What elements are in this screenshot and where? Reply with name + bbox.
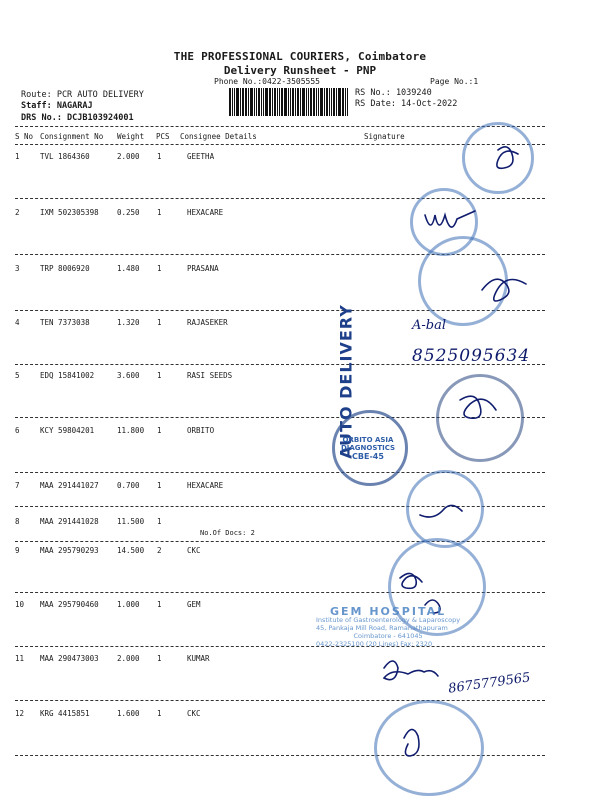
company-title: THE PROFESSIONAL COURIERS, Coimbatore bbox=[173, 50, 427, 63]
row-2-weight: 0.250 bbox=[117, 208, 140, 217]
signature-11 bbox=[384, 661, 438, 680]
row-7-sno: 7 bbox=[15, 481, 20, 490]
row-10-consignment: MAA 295790460 bbox=[40, 600, 99, 609]
handwritten-initials: A-bal bbox=[412, 318, 447, 333]
row-3-consignment: TRP 8006920 bbox=[40, 264, 90, 273]
hospital-line-3: Coimbatore - 641045 bbox=[353, 632, 423, 640]
row-7-weight: 0.700 bbox=[117, 481, 140, 490]
staff-label: Staff: NAGARAJ bbox=[21, 101, 93, 111]
auto-delivery-stamp: AUTO DELIVERY bbox=[336, 304, 356, 459]
col-weight: Weight bbox=[117, 132, 145, 141]
row-12-consignee: CKC bbox=[187, 709, 201, 718]
row-8-pcs: 1 bbox=[157, 517, 162, 526]
runsheet-title: Delivery Runsheet - PNP bbox=[223, 64, 377, 77]
hospital-stamp bbox=[316, 605, 461, 648]
col-sno: S No bbox=[15, 132, 34, 141]
page-number: Page No.:1 bbox=[430, 77, 479, 86]
row-11-weight: 2.000 bbox=[117, 654, 140, 663]
row-6-consignment: KCY 59804201 bbox=[40, 426, 95, 435]
signature-9 bbox=[400, 573, 422, 588]
row-11-pcs: 1 bbox=[157, 654, 162, 663]
row-5-sno: 5 bbox=[15, 371, 20, 380]
phone-number: Phone No.:0422-3505555 bbox=[214, 77, 320, 86]
row-3-weight: 1.480 bbox=[117, 264, 140, 273]
row-9-consignment: MAA 295790293 bbox=[40, 546, 99, 555]
no-of-docs: No.Of Docs: 2 bbox=[200, 529, 255, 537]
row-8-consignment: MAA 291441028 bbox=[40, 517, 99, 526]
signature-8 bbox=[420, 505, 462, 517]
row-11-consignment: MAA 290473003 bbox=[40, 654, 99, 663]
row-9-sno: 9 bbox=[15, 546, 20, 555]
row-4-consignment: TEN 7373038 bbox=[40, 318, 90, 327]
col-signature: Signature bbox=[364, 132, 405, 141]
rs-date: RS Date: 14-Oct-2022 bbox=[355, 99, 458, 109]
row-4-consignee: RAJASEKER bbox=[187, 318, 228, 327]
row-12-pcs: 1 bbox=[157, 709, 162, 718]
row-5-pcs: 1 bbox=[157, 371, 162, 380]
row-4-pcs: 1 bbox=[157, 318, 162, 327]
col-consignment: Consignment No bbox=[40, 132, 104, 141]
signature-1 bbox=[497, 147, 518, 169]
row-9-pcs: 2 bbox=[157, 546, 162, 555]
hospital-line-1: Institute of Gastroenterology & Laparoscopy bbox=[316, 616, 461, 624]
row-3-pcs: 1 bbox=[157, 264, 162, 273]
row-6-weight: 11.800 bbox=[117, 426, 145, 435]
row-12-consignment: KRG 4415851 bbox=[40, 709, 90, 718]
hospital-name: GEM HOSPITAL bbox=[330, 605, 447, 618]
handwritten-phone-2: 8675779565 bbox=[447, 670, 532, 697]
row-1-weight: 2.000 bbox=[117, 152, 140, 161]
handwritten-phone-1: 8525095634 bbox=[412, 346, 531, 366]
row-10-consignee: GEM bbox=[187, 600, 201, 609]
row-12-sno: 12 bbox=[15, 709, 25, 718]
row-10-weight: 1.000 bbox=[117, 600, 140, 609]
row-2-sno: 2 bbox=[15, 208, 20, 217]
row-2-consignee: HEXACARE bbox=[187, 208, 224, 217]
row-6-pcs: 1 bbox=[157, 426, 162, 435]
cbe-stamp-text: CBE-45 bbox=[352, 452, 384, 461]
signature-5 bbox=[460, 396, 496, 418]
row-2-consignment: IXM 502305398 bbox=[40, 208, 99, 217]
signature-2 bbox=[425, 211, 475, 227]
row-2-pcs: 1 bbox=[157, 208, 162, 217]
row-5-weight: 3.600 bbox=[117, 371, 140, 380]
row-7-consignment: MAA 291441027 bbox=[40, 481, 99, 490]
row-8-sno: 8 bbox=[15, 517, 20, 526]
row-10-pcs: 1 bbox=[157, 600, 162, 609]
drs-number: DRS No.: DCJB103924001 bbox=[21, 113, 134, 123]
row-9-weight: 14.500 bbox=[117, 546, 145, 555]
row-5-consignee: RASI SEEDS bbox=[187, 371, 233, 380]
row-6-consignee: ORBITO bbox=[187, 426, 215, 435]
row-4-weight: 1.320 bbox=[117, 318, 140, 327]
signature-3 bbox=[482, 279, 526, 301]
row-10-sno: 10 bbox=[15, 600, 25, 609]
col-consignee: Consignee Details bbox=[180, 132, 257, 141]
row-1-consignment: TVL 1864360 bbox=[40, 152, 90, 161]
col-pcs: PCS bbox=[156, 132, 170, 141]
row-3-sno: 3 bbox=[15, 264, 20, 273]
row-1-pcs: 1 bbox=[157, 152, 162, 161]
row-3-consignee: PRASANA bbox=[187, 264, 219, 273]
row-11-consignee: KUMAR bbox=[187, 654, 210, 663]
row-4-sno: 4 bbox=[15, 318, 20, 327]
row-7-pcs: 1 bbox=[157, 481, 162, 490]
row-9-consignee: CKC bbox=[187, 546, 201, 555]
row-1-consignee: GEETHA bbox=[187, 152, 215, 161]
hospital-line-4: 0422-2325100 (20 Lines) Fax: 2320 bbox=[316, 640, 433, 648]
row-12-weight: 1.600 bbox=[117, 709, 140, 718]
rs-number: RS No.: 1039240 bbox=[355, 88, 432, 98]
row-5-consignment: EDQ 15841002 bbox=[40, 371, 95, 380]
row-11-sno: 11 bbox=[15, 654, 25, 663]
row-6-sno: 6 bbox=[15, 426, 20, 435]
route-label: Route: PCR AUTO DELIVERY bbox=[21, 90, 144, 100]
signature-12 bbox=[404, 729, 419, 756]
row-8-weight: 11.500 bbox=[117, 517, 145, 526]
hospital-line-2: 45, Pankaja Mill Road, Ramanathapuram bbox=[316, 624, 448, 632]
row-7-consignee: HEXACARE bbox=[187, 481, 224, 490]
orbito-stamp-text: ORBITO ASIA DIAGNOSTICS bbox=[340, 436, 396, 452]
row-1-sno: 1 bbox=[15, 152, 20, 161]
